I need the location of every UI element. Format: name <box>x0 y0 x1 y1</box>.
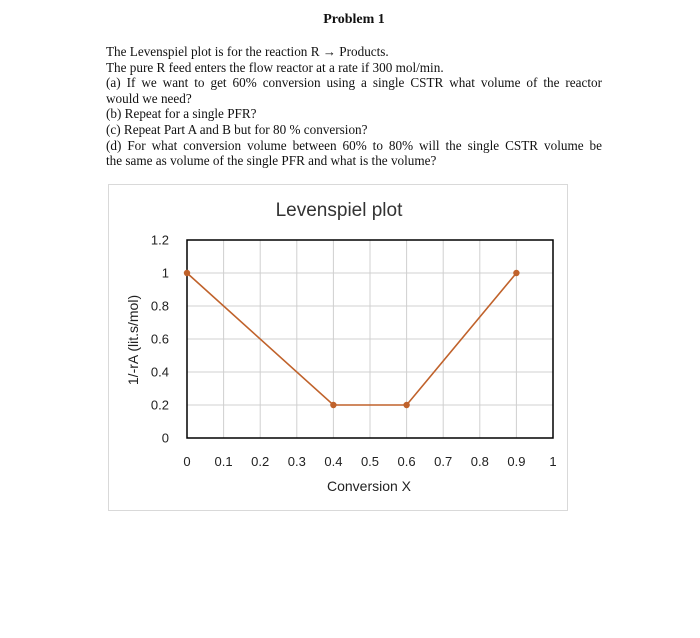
x-tick-label: 0.7 <box>434 454 453 469</box>
chart-grid <box>187 240 553 438</box>
y-tick-label: 0.4 <box>150 364 169 380</box>
statement-line: The pure R feed enters the flow reactor at a rate if 300 mol/min. <box>106 59 444 75</box>
problem-statement <box>106 44 602 169</box>
chart-title: Levenspiel plot <box>275 200 403 221</box>
levenspiel-chart <box>108 184 568 511</box>
data-point <box>513 270 519 276</box>
statement-line: (b) Repeat for a single PFR? <box>106 106 257 122</box>
y-tick-label: 1.2 <box>150 232 169 248</box>
data-point <box>403 402 409 408</box>
x-tick-label: 0.4 <box>324 454 343 469</box>
y-axis-label: 1/-rA (lit.s/mol) <box>125 294 141 386</box>
problem-title: Problem 1 <box>323 12 385 27</box>
x-tick-label: 0.1 <box>214 454 233 469</box>
y-tick-label: 0.6 <box>150 331 169 347</box>
x-axis-ticks <box>183 454 556 469</box>
data-point <box>184 270 190 276</box>
x-tick-label: 0.3 <box>287 454 306 469</box>
x-tick-label: 0.9 <box>507 454 526 469</box>
data-point <box>330 402 336 408</box>
statement-line: would we need? <box>106 90 192 106</box>
x-tick-label: 0.2 <box>251 454 270 469</box>
statement-line: the same as volume of the single PFR and what is the volume? <box>106 153 437 169</box>
y-tick-label: 0 <box>161 430 169 446</box>
x-tick-label: 0.8 <box>470 454 489 469</box>
x-tick-label: 0.6 <box>397 454 416 469</box>
statement-line: (c) Repeat Part A and B but for 80 % conversion? <box>106 121 368 137</box>
chart-svg <box>109 185 569 512</box>
x-tick-label: 0 <box>183 454 191 469</box>
y-tick-label: 1 <box>161 265 169 281</box>
statement-line: (d) For what conversion volume between 60% to 80% will the single CSTR volume be <box>106 137 602 153</box>
y-axis-ticks <box>151 233 169 446</box>
y-tick-label: 0.2 <box>150 397 169 413</box>
x-tick-label: 1 <box>549 454 557 469</box>
x-tick-label: 0.5 <box>360 454 380 469</box>
statement-line: The Levenspiel plot is for the reaction R → Products. <box>106 44 389 59</box>
x-axis-label: Conversion X <box>326 478 412 494</box>
y-tick-label: 0.8 <box>150 298 169 314</box>
statement-line: (a) If we want to get 60% conversion using a single CSTR what volume of the reactor <box>106 75 602 91</box>
